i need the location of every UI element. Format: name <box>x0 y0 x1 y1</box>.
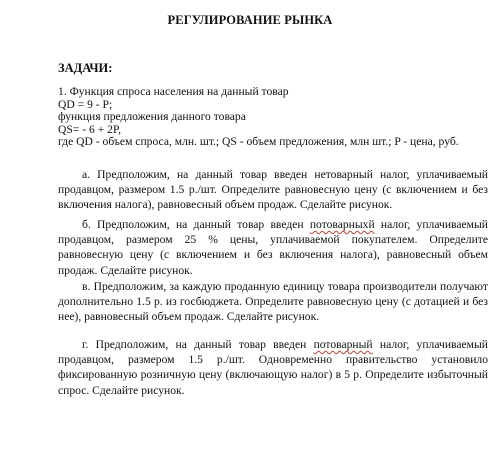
task-line-demand-function: QD = 9 - P; <box>58 97 113 111</box>
paragraph-b-start: б. Предположим, на данный товар введен <box>82 218 310 231</box>
spellcheck-flagged-word: потоварный <box>313 338 373 351</box>
paragraph-c: в. Предположим, за каждую проданную единицу товара производители получают дополнительно 1.5 р. из госбюджета. Определите равновесную цену (с дотацией и без нее), равновесный объем продаж. Сделайте рисунок. <box>58 280 488 324</box>
document-title: РЕГУЛИРОВАНИЕ РЫНКА <box>167 13 333 27</box>
paragraph-b <box>58 217 488 278</box>
paragraph-d <box>58 337 488 398</box>
task-line-supply-intro: функция предложения данного товара <box>58 110 246 123</box>
task-line-definitions: где QD - объем спроса, млн. шт.; QS - объем предложения, млн шт.; P - цена, руб. <box>58 135 459 148</box>
task-line-supply-function: QS= - 6 + 2P, <box>58 122 122 136</box>
paragraph-d-start: г. Предположим, на данный товар введен <box>82 338 314 351</box>
task-statement <box>58 86 488 149</box>
paragraph-d-end: налог, уплачиваемый продавцом, размером 1.5 р./шт. Одновременно правительство установило фиксированную розничную цену (включающую налог) в 5 р. Определите избыточный спрос. Сделайте рисунок. <box>58 338 488 397</box>
misspelled-word: потоварныхй <box>309 218 375 231</box>
paragraph-a: а. Предположим, на данный товар введен нетоварный налог, уплачиваемый продавцом, размером 1.5 р./шт. Определите равновесную цену (с включением и без включения налога), равновесный объем продаж. Сделайте рисунок. <box>58 168 488 212</box>
paragraph-b-end: налог, уплачиваемый продавцом, размером 25 % цены, уплачиваемой покупателем. Определите равновесную цену (с включением и без включения налога), равновесный объем продаж. Сделайте рисунок. <box>58 218 488 277</box>
section-heading: ЗАДАЧИ: <box>58 61 113 75</box>
task-line-demand-intro: 1. Функция спроса населения на данный товар <box>58 85 289 98</box>
